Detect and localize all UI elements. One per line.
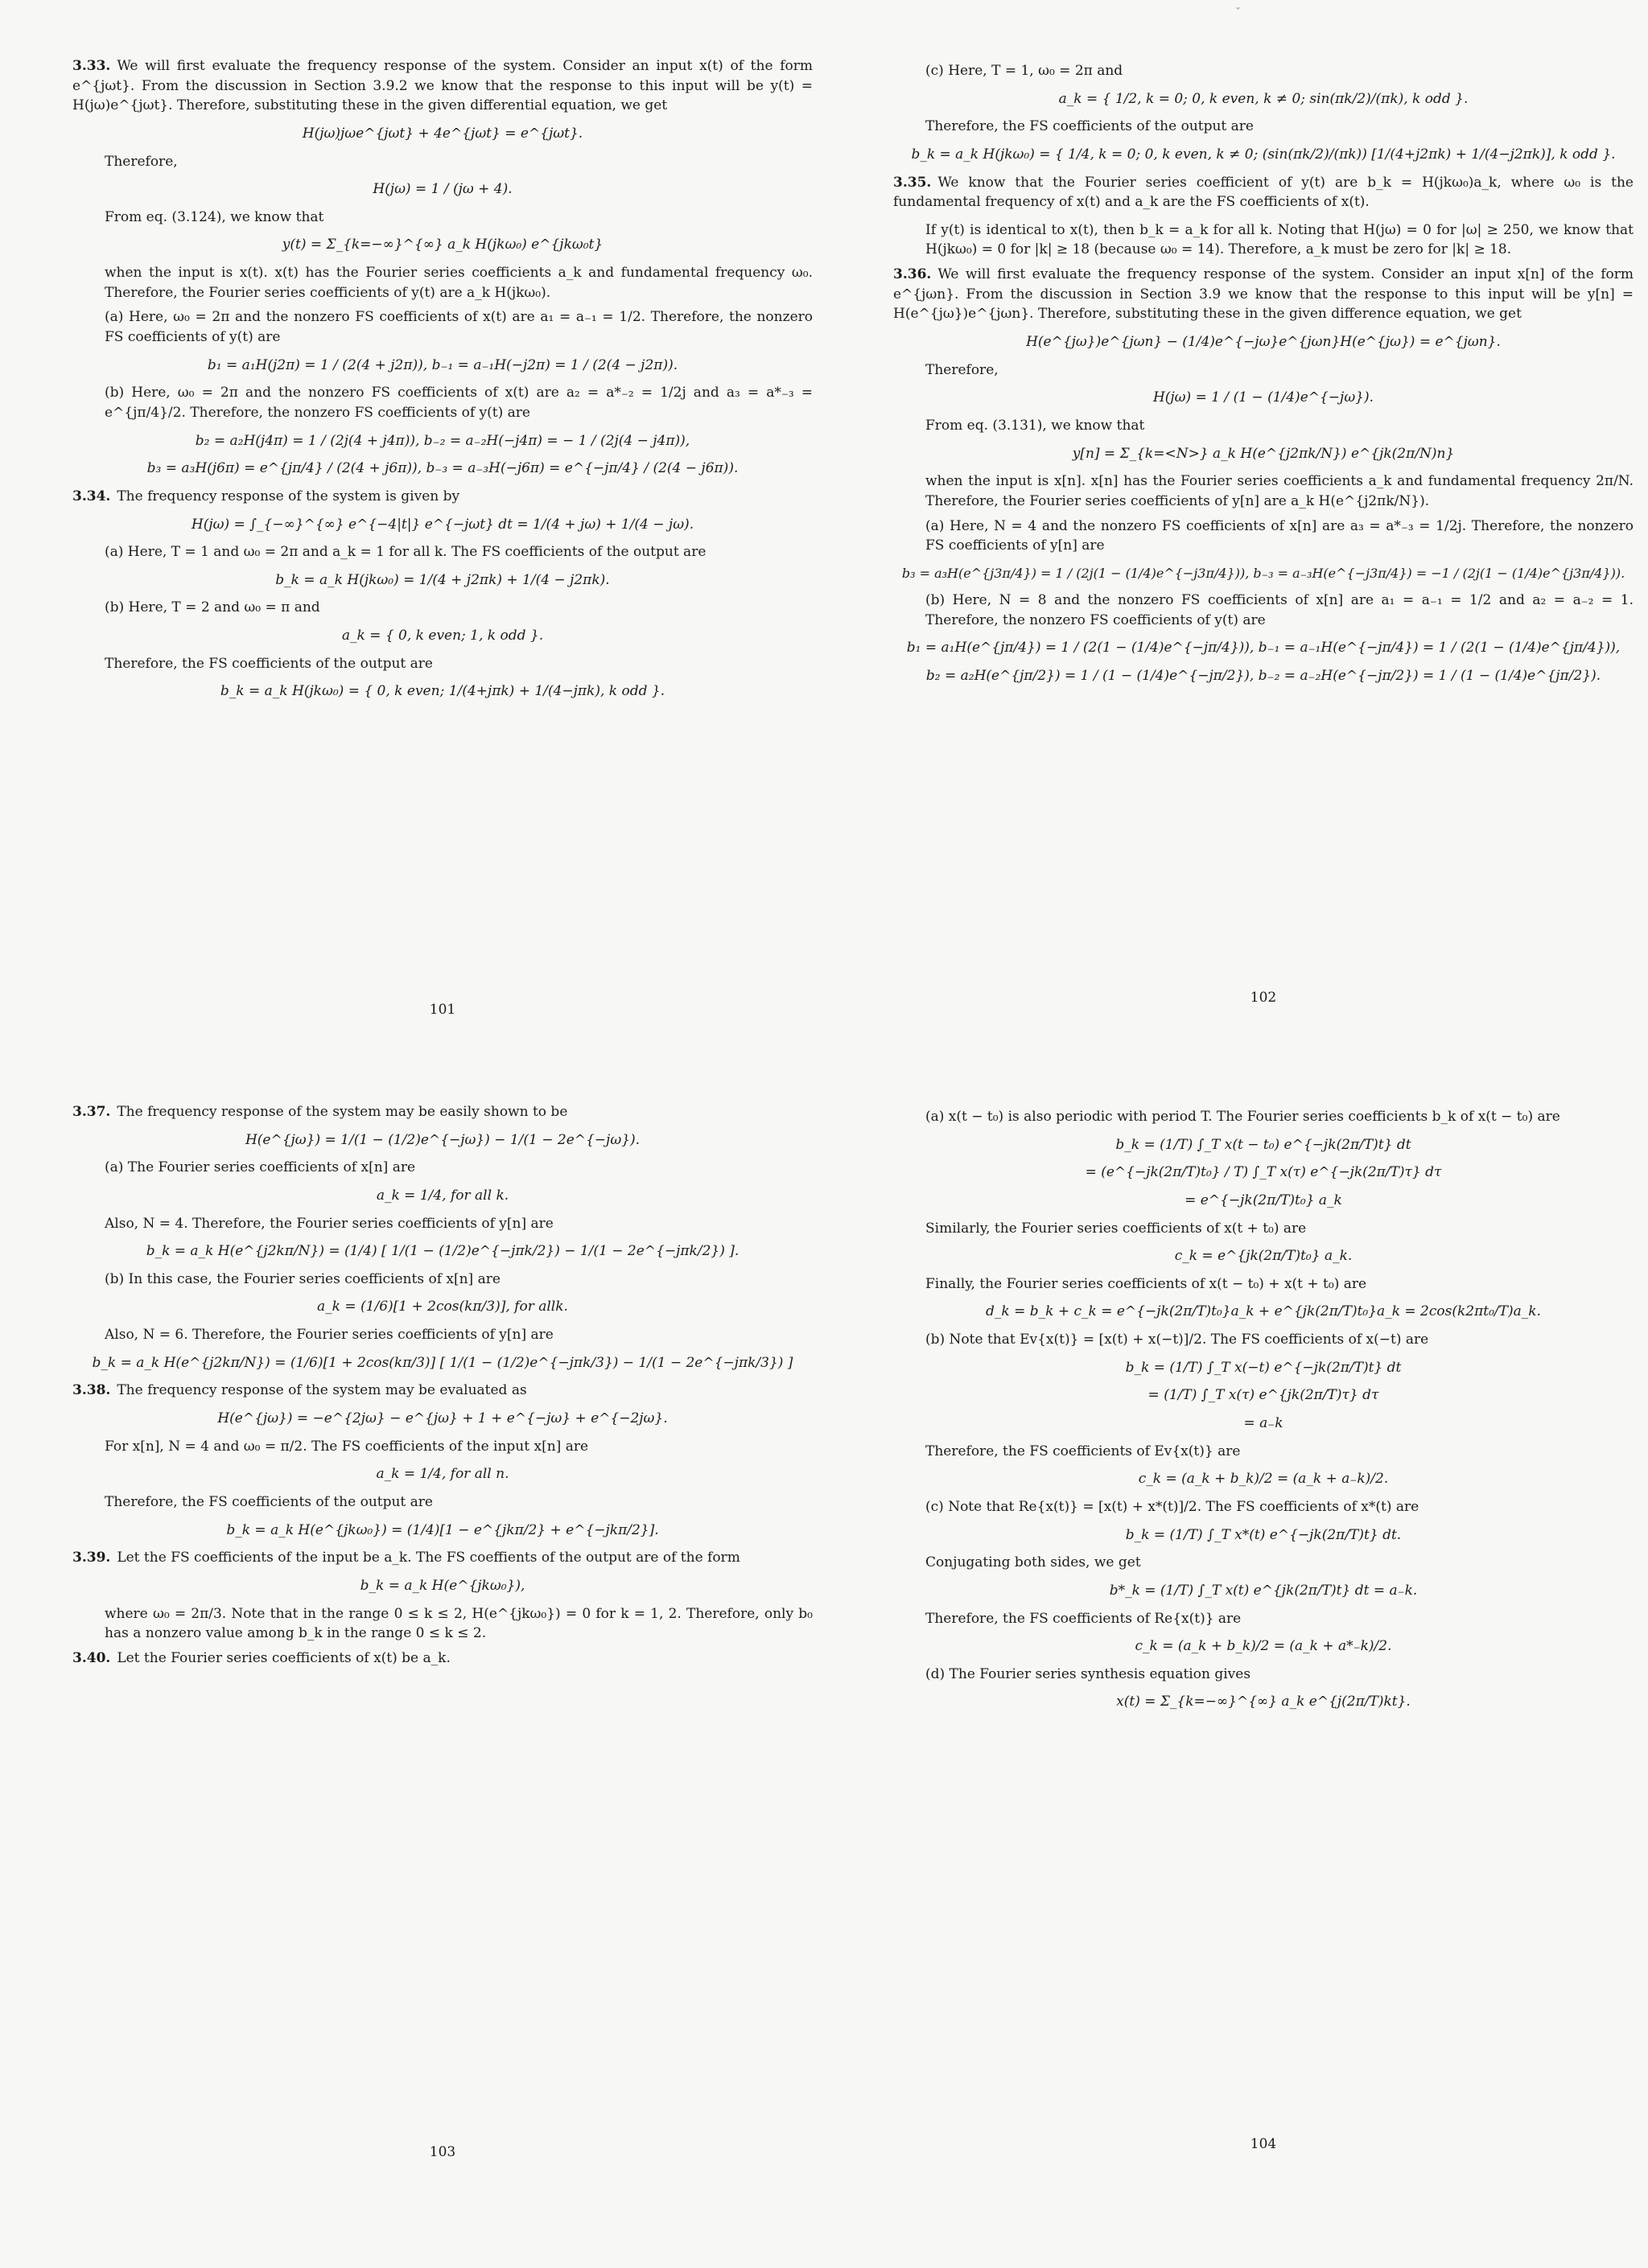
equation: H(jω) = 1 / (1 − (1/4)e^{−jω}). <box>1152 389 1374 406</box>
equation: H(jω)jωe^{jωt} + 4e^{jωt} = e^{jωt}. <box>302 125 583 142</box>
equation: y(t) = Σ_{k=−∞}^{∞} a_k H(jkω₀) e^{jkω₀t} <box>282 237 604 253</box>
text-paragraph: where ω₀ = 2π/3. Note that in the range 0 ≤ k ≤ 2, H(e^{jkω₀}) = 0 for k = 1, 2. Therefore, only b₀ has a nonzero value among b_k in the range 0 ≤ k ≤ 2. <box>105 1605 813 1642</box>
text-paragraph: (b) Here, N = 8 and the nonzero FS coefficients of x[n] are a₁ = a₋₁ = 1/2 and a₂ = a₋₂ = 1. Therefore, the nonzero FS coefficients of y(t) are <box>925 592 1634 628</box>
problem-number: 3.36. <box>893 266 932 283</box>
equation: a_k = { 0, k even; 1, k odd }. <box>341 628 544 644</box>
text-paragraph: (b) Note that Ev{x(t)} = [x(t) + x(−t)]/2. The FS coefficients of x(−t) are <box>925 1332 1429 1348</box>
problem-paragraph <box>72 1548 813 1568</box>
page-number: 103 <box>429 2144 456 2160</box>
text-paragraph: when the input is x[n]. x[n] has the Fourier series coefficients a_k and fundamental frequency 2π/N. Therefore, the Fourier series coefficients of y[n] are a_k H(e^{j2πk/N}). <box>925 473 1634 509</box>
text-paragraph: (a) Here, ω₀ = 2π and the nonzero FS coefficients of x(t) are a₁ = a₋₁ = 1/2. Therefore, the nonzero FS coefficients of y(t) are <box>105 309 813 346</box>
equation: c_k = (a_k + b_k)/2 = (a_k + a*₋k)/2. <box>1135 1638 1392 1655</box>
problem-text: The frequency response of the system may be easily shown to be <box>117 1104 568 1120</box>
equation: a_k = (1/6)[1 + 2cos(kπ/3)], for allk. <box>317 1299 568 1315</box>
equation: b_k = a_k H(jkω₀) = 1/(4 + j2πk) + 1/(4 − j2πk). <box>275 571 610 588</box>
text-paragraph: Therefore, the FS coefficients of the output are <box>925 118 1254 135</box>
text-paragraph: Therefore, the FS coefficients of the output are <box>105 1493 433 1510</box>
text-paragraph: Similarly, the Fourier series coefficients of x(t + t₀) are <box>925 1220 1307 1237</box>
problem-paragraph <box>72 487 813 507</box>
problem-paragraph <box>893 173 1634 212</box>
text-paragraph: Therefore, <box>925 361 999 378</box>
equation: b₂ = a₂H(j4π) = 1 / (2j(4 + j4π)), b₋₂ = a₋₂H(−j4π) = − 1 / (2j(4 − j4π)), <box>195 432 690 449</box>
equation: b₁ = a₁H(e^{jπ/4}) = 1 / (2(1 − (1/4)e^{−jπ/4})), b₋₁ = a₋₁H(e^{−jπ/4}) = 1 / (2(1 − (1/4)e^{jπ/4})), <box>906 640 1621 657</box>
page-number: 101 <box>429 1002 456 1018</box>
equation: b_k = a_k H(e^{j2kπ/N}) = (1/4) [ 1/(1 − (1/2)e^{−jπk/2}) − 1/(1 − 2e^{−jπk/2}) ]. <box>146 1243 740 1260</box>
problem-number: 3.35. <box>893 174 932 191</box>
page-101 <box>72 56 813 710</box>
problem-text: We will first evaluate the frequency response of the system. Consider an input x[n] of the form e^{jωn}. From the discussion in Section 3.9 we know that the response to this input will be y[n] = H(e^{jω})e^{jωn}. Therefore, substituting these in the given difference equation, we get <box>893 266 1634 323</box>
text-paragraph: Also, N = 4. Therefore, the Fourier series coefficients of y[n] are <box>105 1215 554 1232</box>
problem-number: 3.38. <box>72 1382 111 1399</box>
text-paragraph: (a) x(t − t₀) is also periodic with period T. The Fourier series coefficients b_k of x(t − t₀) are <box>925 1109 1560 1125</box>
scan-mark: ˇ <box>1235 6 1241 19</box>
problem-number: 3.40. <box>72 1649 111 1666</box>
problem-text: The frequency response of the system is given by <box>117 488 460 504</box>
equation: H(e^{jω}) = 1/(1 − (1/2)e^{−jω}) − 1/(1 − 2e^{−jω}). <box>245 1131 641 1148</box>
equation: c_k = e^{jk(2π/T)t₀} a_k. <box>1174 1248 1353 1265</box>
equation: b₃ = a₃H(j6π) = e^{jπ/4} / (2(4 + j6π)), b₋₃ = a₋₃H(−j6π) = e^{−jπ/4} / (2(4 − j6π)). <box>146 460 739 477</box>
equation: = a₋k <box>1243 1415 1283 1432</box>
problem-paragraph <box>893 265 1634 324</box>
equation: a_k = 1/4, for all n. <box>376 1466 509 1483</box>
problem-text: We know that the Fourier series coefficient of y(t) are b_k = H(jkω₀)a_k, where ω₀ is the fundamental frequency of x(t) and a_k are the FS coefficients of x(t). <box>893 174 1634 211</box>
equation: H(jω) = ∫_{−∞}^{∞} e^{−4|t|} e^{−jωt} dt = 1/(4 + jω) + 1/(4 − jω). <box>191 516 694 533</box>
text-paragraph: (c) Note that Re{x(t)} = [x(t) + x*(t)]/2. The FS coefficients of x*(t) are <box>925 1498 1419 1515</box>
page-number: 102 <box>1250 990 1277 1006</box>
equation: y[n] = Σ_{k=<N>} a_k H(e^{j2πk/N}) e^{jk(2π/N)n} <box>1072 445 1455 462</box>
equation: b₁ = a₁H(j2π) = 1 / (2(4 + j2π)), b₋₁ = a₋₁H(−j2π) = 1 / (2(4 − j2π)). <box>207 356 678 373</box>
text-paragraph: (d) The Fourier series synthesis equation gives <box>925 1665 1251 1682</box>
equation: b*_k = (1/T) ∫_T x(t) e^{jk(2π/T)t} dt = a₋k. <box>1109 1582 1418 1599</box>
text-paragraph: (b) Here, T = 2 and ω₀ = π and <box>105 599 320 616</box>
equation: b_k = a_k H(jkω₀) = { 1/4, k = 0; 0, k even, k ≠ 0; (sin(πk/2)/(πk)) [1/(4+j2πk) + 1/(4−j2πk)], k odd }. <box>911 146 1616 163</box>
text-paragraph: (c) Here, T = 1, ω₀ = 2π and <box>925 63 1123 79</box>
equation: = (1/T) ∫_T x(τ) e^{jk(2π/T)τ} dτ <box>1147 1387 1379 1404</box>
problem-paragraph <box>72 1381 813 1401</box>
problem-paragraph <box>72 56 813 116</box>
problem-paragraph <box>72 1649 813 1669</box>
text-paragraph: From eq. (3.124), we know that <box>105 208 324 225</box>
problem-number: 3.33. <box>72 58 111 74</box>
text-paragraph: (a) Here, N = 4 and the nonzero FS coefficients of x[n] are a₃ = a*₋₃ = 1/2j. Therefore, the nonzero FS coefficients of y[n] are <box>925 517 1634 554</box>
equation: b₃ = a₃H(e^{j3π/4}) = 1 / (2j(1 − (1/4)e^{−j3π/4})), b₋₃ = a₋₃H(e^{−j3π/4}) = −1 / (2j(1 − (1/4)e^{j3π/4})). <box>901 565 1625 581</box>
equation: b_k = a_k H(e^{jkω₀}) = (1/4)[1 − e^{jkπ/2} + e^{−jkπ/2}]. <box>226 1521 659 1538</box>
text-paragraph: From eq. (3.131), we know that <box>925 417 1145 434</box>
equation: b_k = (1/T) ∫_T x(−t) e^{−jk(2π/T)t} dt <box>1125 1359 1402 1376</box>
text-paragraph: Therefore, the FS coefficients of the output are <box>105 655 433 672</box>
equation: H(e^{jω}) = −e^{2jω} − e^{jω} + 1 + e^{−jω} + e^{−2jω}. <box>217 1410 668 1427</box>
equation: = (e^{−jk(2π/T)t₀} / T) ∫_T x(τ) e^{−jk(2π/T)τ} dτ <box>1085 1164 1442 1181</box>
equation: H(e^{jω})e^{jωn} − (1/4)e^{−jω}e^{jωn}H(e^{jω}) = e^{jωn}. <box>1026 334 1501 351</box>
text-paragraph: (b) In this case, the Fourier series coefficients of x[n] are <box>105 1270 501 1287</box>
problem-paragraph <box>72 1102 813 1122</box>
text-paragraph: when the input is x(t). x(t) has the Fourier series coefficients a_k and fundamental frequency ω₀. Therefore, the Fourier series coefficients of y(t) are a_k H(jkω₀). <box>105 265 813 301</box>
equation: b_k = a_k H(e^{jkω₀}), <box>360 1577 525 1594</box>
text-paragraph: Therefore, the FS coefficients of Re{x(t)} are <box>925 1610 1242 1627</box>
text-paragraph: (a) The Fourier series coefficients of x[n] are <box>105 1159 416 1176</box>
equation: b₂ = a₂H(e^{jπ/2}) = 1 / (1 − (1/4)e^{−jπ/2}), b₋₂ = a₋₂H(e^{−jπ/2}) = 1 / (1 − (1/4)e^{jπ/2}). <box>925 667 1601 684</box>
text-paragraph: (a) Here, T = 1 and ω₀ = 2π and a_k = 1 for all k. The FS coefficients of the output are <box>105 544 707 561</box>
text-paragraph: Finally, the Fourier series coefficients of x(t − t₀) + x(t + t₀) are <box>925 1275 1367 1292</box>
problem-text: We will first evaluate the frequency response of the system. Consider an input x(t) of the form e^{jωt}. From the discussion in Section 3.9.2 we know that the response to this input will be y(t) = H(jω)e^{jωt}. Therefore, substituting these in the given differential equation, we get <box>72 58 813 114</box>
text-paragraph: If y(t) is identical to x(t), then b_k = a_k for all k. Noting that H(jω) = 0 for |ω| ≥ 250, we know that H(jkω₀) = 0 for |k| ≥ 18 (because ω₀ = 14). Therefore, a_k must be zero for |k| ≥ 18. <box>925 221 1634 258</box>
equation: a_k = { 1/2, k = 0; 0, k even, k ≠ 0; sin(πk/2)/(πk), k odd }. <box>1058 90 1469 107</box>
equation: b_k = a_k H(e^{j2kπ/N}) = (1/6)[1 + 2cos(kπ/3)] [ 1/(1 − (1/2)e^{−jπk/3}) − 1/(1 − 2e^{−jπk/3}) ] <box>92 1354 793 1371</box>
equation: = e^{−jk(2π/T)t₀} a_k <box>1184 1192 1342 1208</box>
equation: b_k = (1/T) ∫_T x(t − t₀) e^{−jk(2π/T)t} dt <box>1115 1136 1411 1153</box>
page-102 <box>893 56 1634 694</box>
text-paragraph: Also, N = 6. Therefore, the Fourier series coefficients of y[n] are <box>105 1327 554 1344</box>
equation: b_k = a_k H(jkω₀) = { 0, k even; 1/(4+jπk) + 1/(4−jπk), k odd }. <box>220 683 665 700</box>
equation: H(jω) = 1 / (jω + 4). <box>373 181 513 198</box>
text-paragraph: For x[n], N = 4 and ω₀ = π/2. The FS coefficients of the input x[n] are <box>105 1438 589 1455</box>
equation: a_k = 1/4, for all k. <box>376 1187 509 1204</box>
text-paragraph: (b) Here, ω₀ = 2π and the nonzero FS coefficients of x(t) are a₂ = a*₋₂ = 1/2j and a₃ = a*₋₃ = e^{jπ/4}/2. Therefore, the nonzero FS coefficients of y(t) are <box>105 385 813 421</box>
equation: d_k = b_k + c_k = e^{−jk(2π/T)t₀}a_k + e^{jk(2π/T)t₀}a_k = 2cos(k2πt₀/T)a_k. <box>986 1303 1541 1320</box>
problem-text: Let the Fourier series coefficients of x(t) be a_k. <box>117 1649 451 1666</box>
problem-number: 3.39. <box>72 1550 111 1566</box>
problem-number: 3.34. <box>72 488 111 504</box>
equation: x(t) = Σ_{k=−∞}^{∞} a_k e^{j(2π/T)kt}. <box>1116 1694 1411 1710</box>
problem-text: The frequency response of the system may be evaluated as <box>117 1382 527 1399</box>
page-number: 104 <box>1250 2136 1277 2152</box>
text-paragraph: Therefore, the FS coefficients of Ev{x(t)} are <box>925 1443 1241 1459</box>
text-paragraph: Conjugating both sides, we get <box>925 1554 1141 1571</box>
page-104 <box>893 1102 1634 1720</box>
text-paragraph: Therefore, <box>105 153 178 170</box>
problem-text: Let the FS coefficients of the input be a_k. The FS coeffients of the output are of the form <box>117 1550 740 1566</box>
problem-number: 3.37. <box>72 1104 111 1120</box>
equation: c_k = (a_k + b_k)/2 = (a_k + a₋k)/2. <box>1138 1471 1389 1488</box>
equation: b_k = (1/T) ∫_T x*(t) e^{−jk(2π/T)t} dt. <box>1125 1526 1402 1543</box>
page-103 <box>72 1102 813 1676</box>
